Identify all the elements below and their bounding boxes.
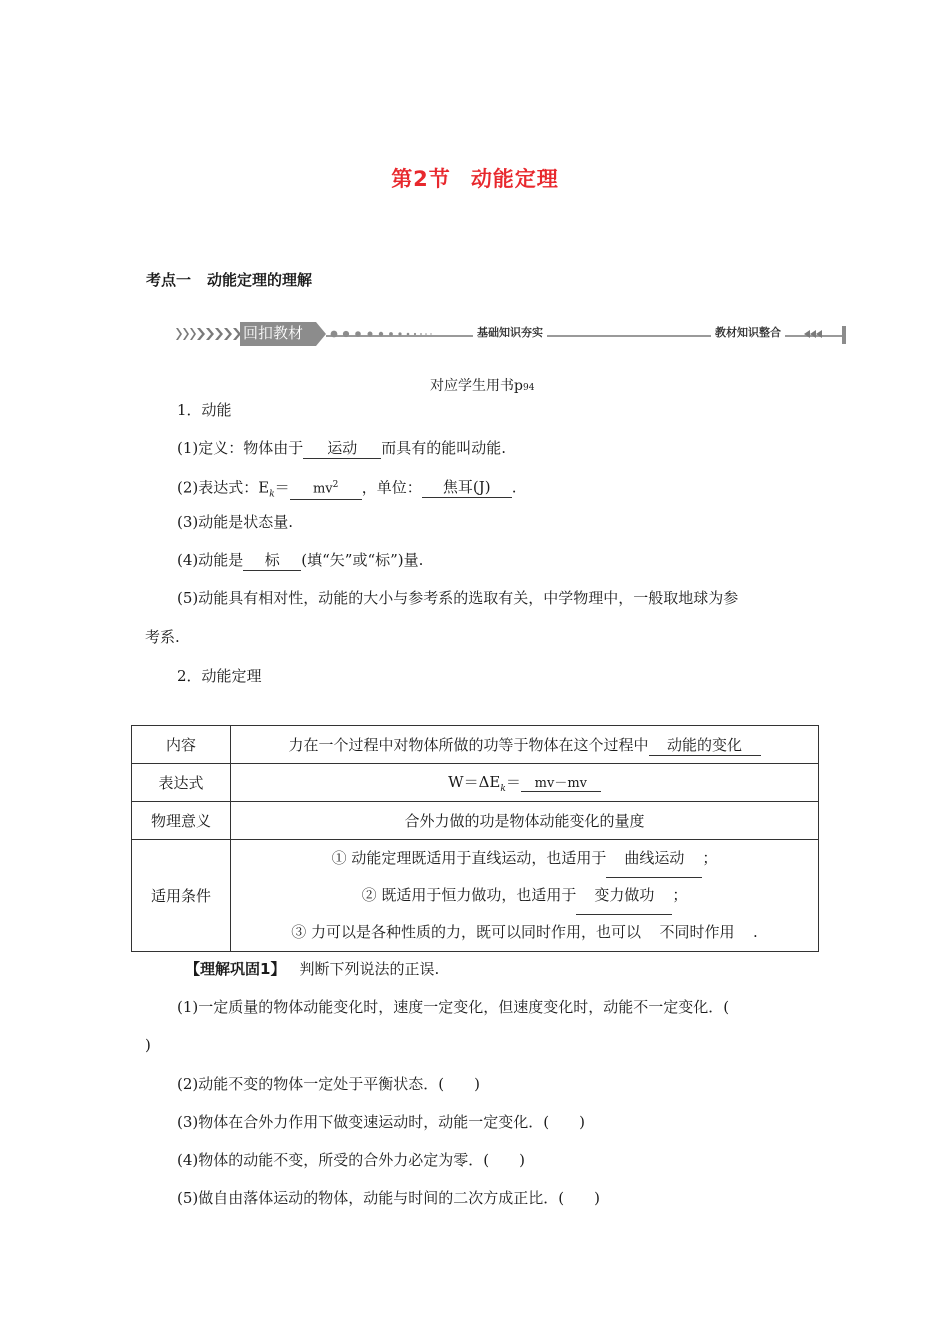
table-row <box>132 726 819 764</box>
text: (1)定义：物体由于 <box>177 439 304 457</box>
reference-page-prefix: p <box>514 378 523 394</box>
blank-answer: 曲线运动 <box>606 840 702 878</box>
text: W＝ΔE <box>448 773 501 791</box>
text: (填“矢”或“标”)量. <box>301 551 424 569</box>
s1-line-5a: (5)动能具有相对性，动能的大小与参考系的选取有关，中学物理中，一般取地球为参 <box>177 589 739 607</box>
blank-answer: 动能的变化 <box>649 734 761 756</box>
text: ③ 力可以是各种性质的力，既可以同时作用，也可以 <box>291 923 641 941</box>
blank-answer: 变力做功 <box>576 877 672 915</box>
banner-middle: 基础知识夯实 <box>473 326 547 340</box>
reference-page-num: 94 <box>522 383 535 393</box>
table-row <box>132 802 819 840</box>
text: ＝ <box>274 478 290 497</box>
condition-1 <box>231 840 818 877</box>
condition-2 <box>231 877 818 914</box>
text: ，单位： <box>361 478 422 497</box>
question-5: (5)做自由落体运动的物体，动能与时间的二次方成正比．( ) <box>177 1189 600 1207</box>
text: ； <box>672 886 688 904</box>
title-prefix: 第2节 <box>391 167 451 191</box>
s1-line-1 <box>177 438 506 459</box>
row-key: 适用条件 <box>132 840 231 952</box>
superscript: 2 <box>332 480 339 490</box>
blank-answer: mv－mv <box>521 772 601 792</box>
s1-line-3: (3)动能是状态量. <box>177 513 294 531</box>
text: ； <box>702 849 718 867</box>
row-value: 合外力做的功是物体动能变化的量度 <box>231 802 819 840</box>
practice-tag: 【理解巩固1】 <box>185 960 286 978</box>
question-1-cont: ) <box>145 1036 151 1054</box>
row-key: 表达式 <box>132 764 231 802</box>
subscript: k <box>500 784 506 794</box>
condition-3 <box>231 914 818 951</box>
s1-heading: 1．动能 <box>177 401 232 419</box>
reference-text: 对应学生用书 <box>430 378 514 394</box>
blank-answer: 不同时作用 <box>641 914 753 952</box>
text: . <box>511 478 517 497</box>
s1-line-2 <box>177 475 516 504</box>
section-name: 动能定理的理解 <box>207 271 313 289</box>
banner-tag: 回扣教材 <box>243 324 304 342</box>
blank-answer: 标 <box>243 550 301 571</box>
chevron-arrows-icon <box>176 328 241 340</box>
theorem-table <box>131 725 819 952</box>
subscript: k <box>269 489 275 500</box>
reference-line <box>430 376 534 398</box>
text: 而具有的能叫动能. <box>381 439 507 457</box>
text: ＝ <box>505 773 521 791</box>
practice-heading <box>185 959 439 979</box>
blank-answer <box>290 475 362 500</box>
text: 力在一个过程中对物体所做的功等于物体在这个过程中 <box>288 735 649 754</box>
question-2: (2)动能不变的物体一定处于平衡状态．( ) <box>177 1075 480 1093</box>
text: ① 动能定理既适用于直线运动，也适用于 <box>331 849 607 867</box>
text: ② 既适用于恒力做功，也适用于 <box>361 886 577 904</box>
table-row <box>132 764 819 802</box>
s1-line-5b: 考系. <box>145 628 180 646</box>
practice-intro: 判断下列说法的正误. <box>299 960 440 978</box>
s2-heading: 2．动能定理 <box>177 667 262 685</box>
title-name: 动能定理 <box>470 167 559 191</box>
section-banner <box>176 320 848 348</box>
question-3: (3)物体在合外力作用下做变速运动时，动能一定变化．( ) <box>177 1113 585 1131</box>
section-label: 考点一 <box>146 271 192 289</box>
question-4: (4)物体的动能不变，所受的合外力必定为零．( ) <box>177 1151 525 1169</box>
question-1: (1)一定质量的物体动能变化时，速度一定变化，但速度变化时，动能不一定变化．( <box>177 998 730 1016</box>
banner-right: 教材知识整合 <box>711 326 785 340</box>
formula: mv <box>312 481 333 497</box>
text: (4)动能是 <box>177 551 244 569</box>
blank-answer: 运动 <box>303 438 381 459</box>
text: (2)表达式：E <box>177 478 270 497</box>
row-key: 物理意义 <box>132 802 231 840</box>
row-key: 内容 <box>132 726 231 764</box>
section-heading <box>146 269 312 290</box>
row-value <box>231 726 819 764</box>
row-value <box>231 764 819 802</box>
page-title <box>0 163 950 193</box>
s1-line-4 <box>177 550 423 571</box>
blank-answer: 焦耳(J) <box>422 477 512 498</box>
table-row <box>132 840 819 952</box>
row-value <box>231 840 819 952</box>
text: . <box>753 923 758 941</box>
